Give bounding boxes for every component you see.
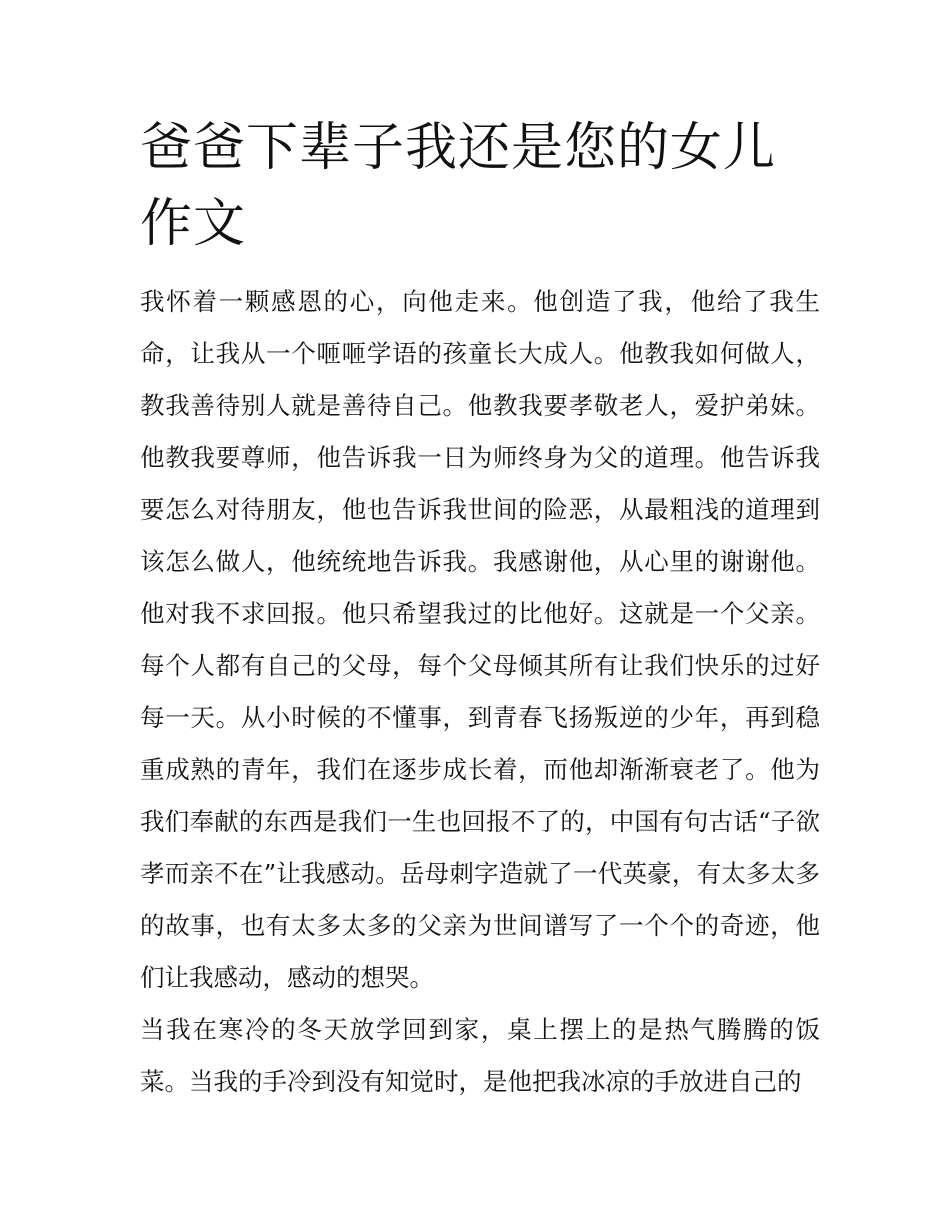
- paragraph: 我怀着一颗感恩的心，向他走来。他创造了我，他给了我生命，让我从一个咂咂学语的孩童长大成人。他教我如何做人，教我善待别人就是善待自己。他教我要孝敬老人，爱护弟妹。他教我要尊师，他告诉我一日为师终身为父的道理。他告诉我要怎么对待朋友，他也告诉我世间的险恶，从最粗浅的道理到该怎么做人，他统统地告诉我。我感谢他，从心里的谢谢他。他对我不求回报。他只希望我过的比他好。这就是一个父亲。每个人都有自己的父母，每个父母倾其所有让我们快乐的过好每一天。从小时候的不懂事，到青春飞扬叛逆的少年，再到稳重成熟的青年，我们在逐步成长着，而他却渐渐衰老了。他为我们奉献的东西是我们一生也回报不了的，中国有句古话“子欲孝而亲不在”让我感动。岳母刺字造就了一代英豪，有太多太多的故事，也有太多太多的父亲为世间谱写了一个个的奇迹，他们让我感动，感动的想哭。: [140, 287, 820, 992]
- paragraph: 当我在寒冷的冬天放学回到家，桌上摆上的是热气腾腾的饭菜。当我的手冷到没有知觉时，是他把我冰凉的手放进自己的: [140, 1015, 820, 1096]
- document-title: 爸爸下辈子我还是您的女儿作文: [140, 118, 777, 254]
- document-body: [140, 110, 820, 1108]
